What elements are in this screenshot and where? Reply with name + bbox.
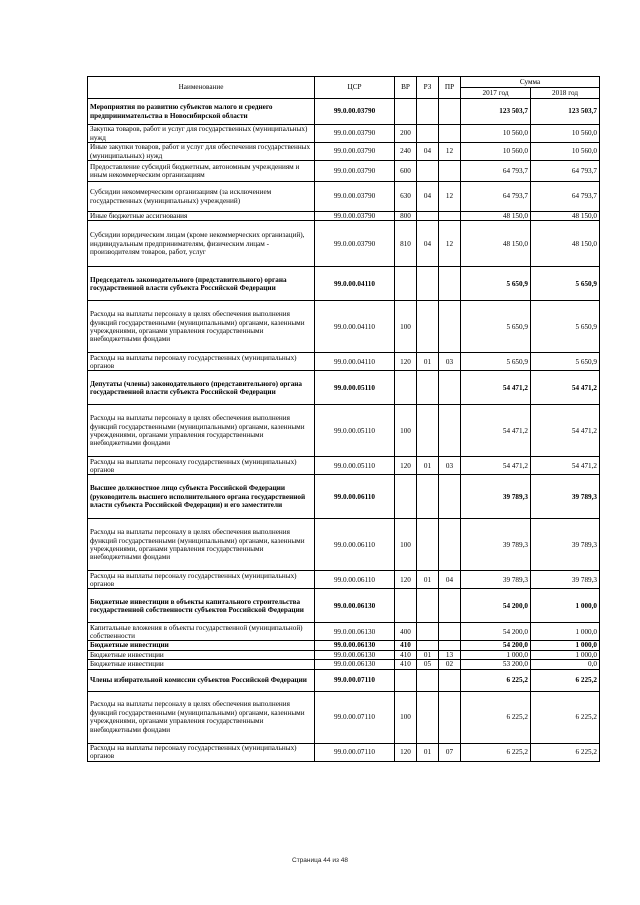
cell-sum-2018: 54 471,2 (531, 405, 600, 457)
cell-pr: 13 (439, 650, 461, 659)
cell-sum-2018: 5 650,9 (531, 301, 600, 353)
cell-vr: 120 (395, 353, 417, 371)
cell-name: Высшее должностное лицо субъекта Российской Федерации (руководитель высшего исполнительного органа государственной власти субъекта Российской Федерации) и его заместители (88, 475, 315, 519)
cell-rz: 01 (417, 650, 439, 659)
cell-rz (417, 669, 439, 691)
cell-sum-2018: 10 560,0 (531, 125, 600, 143)
cell-sum-2018: 5 650,9 (531, 267, 600, 301)
cell-csr: 99.0.00.03790 (315, 221, 395, 267)
cell-sum-2017: 6 225,2 (461, 691, 531, 743)
header-vr: ВР (395, 77, 417, 99)
cell-rz: 01 (417, 457, 439, 475)
cell-name: Предоставление субсидий бюджетным, автономным учреждениям и иным некоммерческим организациям (88, 161, 315, 182)
cell-pr: 07 (439, 743, 461, 761)
cell-name: Расходы на выплаты персоналу в целях обеспечения выполнения функций государственными (муниципальными) органами, казенными учреждениями, органами управления государственными внебюджетными фондами (88, 405, 315, 457)
cell-pr (439, 589, 461, 623)
cell-sum-2017: 54 471,2 (461, 457, 531, 475)
cell-csr: 99.0.00.06110 (315, 519, 395, 571)
cell-pr: 03 (439, 353, 461, 371)
header-csr: ЦСР (315, 77, 395, 99)
cell-pr (439, 161, 461, 182)
cell-pr (439, 212, 461, 221)
cell-sum-2018: 54 471,2 (531, 371, 600, 405)
cell-pr (439, 125, 461, 143)
cell-sum-2018: 64 793,7 (531, 161, 600, 182)
cell-sum-2017: 64 793,7 (461, 161, 531, 182)
budget-table (87, 76, 600, 762)
cell-vr: 410 (395, 650, 417, 659)
cell-name: Расходы на выплаты персоналу государственных (муниципальных) органов (88, 353, 315, 371)
cell-vr: 600 (395, 161, 417, 182)
table-row (88, 212, 600, 221)
cell-sum-2017: 54 471,2 (461, 371, 531, 405)
table-row (88, 457, 600, 475)
cell-sum-2018: 6 225,2 (531, 691, 600, 743)
cell-sum-2017: 54 200,0 (461, 623, 531, 641)
table-row (88, 669, 600, 691)
cell-rz (417, 161, 439, 182)
cell-vr: 120 (395, 743, 417, 761)
cell-sum-2018: 123 503,7 (531, 99, 600, 125)
cell-csr: 99.0.00.05110 (315, 457, 395, 475)
cell-csr: 99.0.00.06130 (315, 641, 395, 650)
cell-sum-2017: 5 650,9 (461, 353, 531, 371)
cell-vr: 120 (395, 457, 417, 475)
cell-sum-2017: 48 150,0 (461, 212, 531, 221)
cell-sum-2017: 54 200,0 (461, 641, 531, 650)
cell-name: Расходы на выплаты персоналу государственных (муниципальных) органов (88, 457, 315, 475)
cell-vr (395, 371, 417, 405)
cell-rz (417, 641, 439, 650)
table-row (88, 353, 600, 371)
cell-sum-2018: 5 650,9 (531, 353, 600, 371)
cell-vr (395, 669, 417, 691)
cell-csr: 99.0.00.04110 (315, 353, 395, 371)
cell-sum-2017: 6 225,2 (461, 669, 531, 691)
cell-sum-2018: 48 150,0 (531, 221, 600, 267)
cell-sum-2018: 6 225,2 (531, 743, 600, 761)
cell-name: Субсидии некоммерческим организациям (за исключением государственных (муниципальных) учреждений) (88, 182, 315, 212)
cell-sum-2017: 39 789,3 (461, 475, 531, 519)
cell-csr: 99.0.00.06130 (315, 623, 395, 641)
cell-csr: 99.0.00.06110 (315, 571, 395, 589)
cell-sum-2017: 54 200,0 (461, 589, 531, 623)
cell-rz (417, 267, 439, 301)
cell-sum-2017: 10 560,0 (461, 143, 531, 161)
cell-sum-2018: 0,0 (531, 660, 600, 669)
header-sum: Сумма (461, 77, 600, 88)
cell-pr (439, 301, 461, 353)
cell-pr (439, 371, 461, 405)
cell-sum-2018: 1 000,0 (531, 589, 600, 623)
table-row (88, 143, 600, 161)
cell-rz: 04 (417, 143, 439, 161)
cell-sum-2017: 53 200,0 (461, 660, 531, 669)
cell-vr: 100 (395, 691, 417, 743)
cell-vr: 410 (395, 660, 417, 669)
cell-rz: 04 (417, 182, 439, 212)
cell-vr: 200 (395, 125, 417, 143)
cell-pr (439, 669, 461, 691)
cell-rz (417, 691, 439, 743)
cell-sum-2017: 39 789,3 (461, 571, 531, 589)
cell-name: Бюджетные инвестиции (88, 650, 315, 659)
cell-pr (439, 519, 461, 571)
cell-sum-2017: 64 793,7 (461, 182, 531, 212)
table-row (88, 221, 600, 267)
cell-name: Члены избирательной комиссии субъектов Российской Федерации (88, 669, 315, 691)
cell-vr (395, 99, 417, 125)
cell-csr: 99.0.00.03790 (315, 182, 395, 212)
cell-rz (417, 405, 439, 457)
cell-pr (439, 99, 461, 125)
table-row (88, 660, 600, 669)
cell-pr: 04 (439, 571, 461, 589)
cell-pr (439, 641, 461, 650)
cell-pr (439, 623, 461, 641)
cell-csr: 99.0.00.06130 (315, 650, 395, 659)
table-row (88, 519, 600, 571)
cell-csr: 99.0.00.07110 (315, 669, 395, 691)
table-row (88, 405, 600, 457)
cell-name: Субсидии юридическим лицам (кроме некоммерческих организаций), индивидуальным предпринимателям, физическим лицам - производителям товаров, работ, услуг (88, 221, 315, 267)
cell-rz (417, 589, 439, 623)
cell-pr (439, 475, 461, 519)
cell-sum-2018: 54 471,2 (531, 457, 600, 475)
table-row (88, 475, 600, 519)
table-row (88, 589, 600, 623)
cell-pr: 12 (439, 182, 461, 212)
cell-sum-2017: 54 471,2 (461, 405, 531, 457)
cell-sum-2018: 10 560,0 (531, 143, 600, 161)
cell-rz (417, 301, 439, 353)
cell-csr: 99.0.00.03790 (315, 212, 395, 221)
table-row (88, 623, 600, 641)
table-body (88, 99, 600, 762)
table-header (88, 77, 600, 99)
cell-csr: 99.0.00.06130 (315, 660, 395, 669)
cell-sum-2018: 1 000,0 (531, 623, 600, 641)
table-row (88, 371, 600, 405)
cell-sum-2018: 1 000,0 (531, 641, 600, 650)
cell-vr: 100 (395, 519, 417, 571)
cell-rz: 01 (417, 743, 439, 761)
table-row (88, 99, 600, 125)
cell-rz (417, 371, 439, 405)
cell-sum-2017: 6 225,2 (461, 743, 531, 761)
cell-sum-2017: 5 650,9 (461, 301, 531, 353)
cell-sum-2018: 39 789,3 (531, 475, 600, 519)
cell-rz (417, 125, 439, 143)
cell-rz (417, 623, 439, 641)
header-year-2018: 2018 год (531, 88, 600, 99)
cell-vr: 120 (395, 571, 417, 589)
cell-name: Закупка товаров, работ и услуг для государственных (муниципальных) нужд (88, 125, 315, 143)
cell-vr (395, 475, 417, 519)
cell-sum-2018: 39 789,3 (531, 571, 600, 589)
cell-rz (417, 475, 439, 519)
cell-name: Председатель законодательного (представительного) органа государственной власти субъекта Российской Федерации (88, 267, 315, 301)
cell-rz (417, 99, 439, 125)
cell-vr: 100 (395, 405, 417, 457)
cell-sum-2018: 64 793,7 (531, 182, 600, 212)
cell-name: Расходы на выплаты персоналу в целях обеспечения выполнения функций государственными (муниципальными) органами, казенными учреждениями, органами управления государственными внебюджетными фондами (88, 301, 315, 353)
cell-name: Бюджетные инвестиции (88, 660, 315, 669)
cell-sum-2017: 39 789,3 (461, 519, 531, 571)
cell-vr: 100 (395, 301, 417, 353)
cell-pr (439, 267, 461, 301)
page-number: Страница 44 из 48 (292, 857, 348, 864)
cell-csr: 99.0.00.03790 (315, 125, 395, 143)
cell-name: Депутаты (члены) законодательного (представительного) органа государственной власти субъекта Российской Федерации (88, 371, 315, 405)
cell-rz: 04 (417, 221, 439, 267)
header-rz: РЗ (417, 77, 439, 99)
cell-pr (439, 691, 461, 743)
cell-name: Бюджетные инвестиции в объекты капитального строительства государственной собственности субъектов Российской Федерации (88, 589, 315, 623)
cell-name: Расходы на выплаты персоналу государственных (муниципальных) органов (88, 743, 315, 761)
cell-name: Иные бюджетные ассигнования (88, 212, 315, 221)
cell-csr: 99.0.00.05110 (315, 405, 395, 457)
cell-name: Иные закупки товаров, работ и услуг для обеспечения государственных (муниципальных) нужд (88, 143, 315, 161)
table-row (88, 182, 600, 212)
cell-sum-2017: 48 150,0 (461, 221, 531, 267)
cell-rz: 05 (417, 660, 439, 669)
cell-csr: 99.0.00.04110 (315, 267, 395, 301)
table-row (88, 301, 600, 353)
cell-name: Расходы на выплаты персоналу в целях обеспечения выполнения функций государственными (муниципальными) органами, казенными учреждениями, органами управления государственными внебюджетными фондами (88, 691, 315, 743)
cell-vr (395, 267, 417, 301)
cell-csr: 99.0.00.06130 (315, 589, 395, 623)
table-row (88, 571, 600, 589)
cell-vr: 810 (395, 221, 417, 267)
cell-rz: 01 (417, 353, 439, 371)
cell-csr: 99.0.00.07110 (315, 691, 395, 743)
table-row (88, 650, 600, 659)
cell-rz (417, 212, 439, 221)
cell-vr: 800 (395, 212, 417, 221)
cell-sum-2017: 123 503,7 (461, 99, 531, 125)
cell-vr: 240 (395, 143, 417, 161)
table-row (88, 125, 600, 143)
cell-pr: 12 (439, 143, 461, 161)
cell-rz (417, 519, 439, 571)
table-row (88, 267, 600, 301)
cell-csr: 99.0.00.03790 (315, 161, 395, 182)
cell-csr: 99.0.00.06110 (315, 475, 395, 519)
cell-vr: 410 (395, 641, 417, 650)
cell-pr: 02 (439, 660, 461, 669)
cell-name: Расходы на выплаты персоналу государственных (муниципальных) органов (88, 571, 315, 589)
cell-name: Капитальные вложения в объекты государственной (муниципальной) собственности (88, 623, 315, 641)
cell-sum-2018: 39 789,3 (531, 519, 600, 571)
cell-csr: 99.0.00.03790 (315, 143, 395, 161)
header-year-2017: 2017 год (461, 88, 531, 99)
cell-csr: 99.0.00.07110 (315, 743, 395, 761)
table-row (88, 641, 600, 650)
table-row (88, 743, 600, 761)
table-row (88, 691, 600, 743)
cell-csr: 99.0.00.03790 (315, 99, 395, 125)
cell-rz: 01 (417, 571, 439, 589)
cell-csr: 99.0.00.05110 (315, 371, 395, 405)
cell-pr (439, 405, 461, 457)
cell-name: Бюджетные инвестиции (88, 641, 315, 650)
cell-vr: 400 (395, 623, 417, 641)
cell-sum-2017: 1 000,0 (461, 650, 531, 659)
cell-name: Расходы на выплаты персоналу в целях обеспечения выполнения функций государственными (муниципальными) органами, казенными учреждениями, органами управления государственными внебюджетными фондами (88, 519, 315, 571)
cell-sum-2017: 10 560,0 (461, 125, 531, 143)
header-name: Наименование (88, 77, 315, 99)
cell-sum-2018: 1 000,0 (531, 650, 600, 659)
cell-csr: 99.0.00.04110 (315, 301, 395, 353)
cell-sum-2018: 48 150,0 (531, 212, 600, 221)
cell-pr: 03 (439, 457, 461, 475)
table-row (88, 161, 600, 182)
header-pr: ПР (439, 77, 461, 99)
cell-vr (395, 589, 417, 623)
cell-pr: 12 (439, 221, 461, 267)
cell-name: Мероприятия по развитию субъектов малого и среднего предпринимательства в Новосибирской области (88, 99, 315, 125)
cell-vr: 630 (395, 182, 417, 212)
cell-sum-2017: 5 650,9 (461, 267, 531, 301)
cell-sum-2018: 6 225,2 (531, 669, 600, 691)
